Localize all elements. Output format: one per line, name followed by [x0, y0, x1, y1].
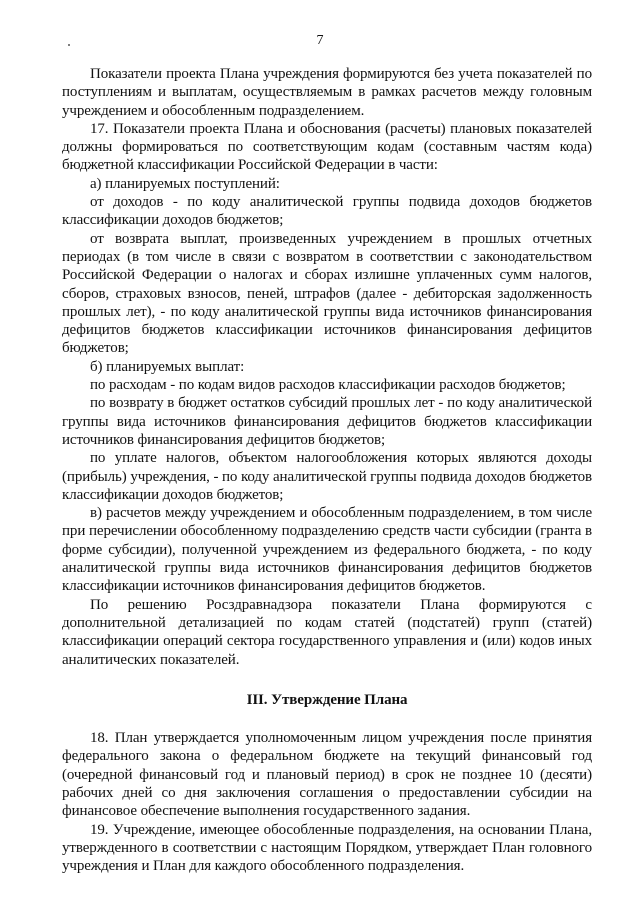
paragraph: 17. Показатели проекта Плана и обоснования (расчеты) плановых показателей должны формироваться по соответствующим кодам (составным частям кода) бюджетной классификации Российской Федерации в части: [62, 120, 592, 174]
paragraph: от возврата выплат, произведенных учреждением в прошлых отчетных периодах (в том числе в связи с возвратом в соответствии с законодательством Российской Федерации о налогах и сборах излишне уплаченных сумм налогов, сборов, страховых взносов, пеней, штрафов (далее - дебиторская задолженность прошлых лет), - по коду аналитической группы вида источников финансирования дефицитов бюджетов классификации источников финансирования дефицитов бюджетов; [62, 230, 592, 357]
paragraph: По решению Росздравнадзора показатели Плана формируются с дополнительной детализацией по кодам статей (подстатей) групп (статей) классификации операций сектора государственного управления и (или) кодов иных аналитических показателей. [62, 596, 592, 668]
paragraph: б) планируемых выплат: [90, 358, 245, 375]
paragraph: в) расчетов между учреждением и обособленным подразделением, в том числе при перечислении обособленному подразделению средств части субсидии (гранта в форме субсидии), полученной учреждением из федерального бюджета, - по коду аналитической группы вида источников финансирования дефицитов бюджетов классификации источников финансирования дефицитов бюджетов. [62, 505, 592, 595]
page-number: 7 [316, 33, 324, 48]
paragraph: а) планируемых поступлений: [90, 175, 280, 192]
paragraph: по расходам - по кодам видов расходов классификации расходов бюджетов; [90, 377, 566, 394]
paragraph: 18. План утверждается уполномоченным лицом учреждения после принятия федерального закона о федеральном бюджете на текущий финансовый год (очередной финансовый год и плановый период) в срок не позднее 10 (десяти) рабочих дней со дня заключения соглашения о предоставлении субсидии на финансовое обеспечение выполнения государственного задания. [62, 730, 592, 820]
paragraph: 19. Учреждение, имеющее обособленные подразделения, на основании Плана, утвержденного в соответствии с настоящим Порядком, утверждает План головного учреждения и План для каждого обособленного подразделения. [62, 821, 592, 875]
section-heading: III. Утверждение Плана [246, 691, 408, 708]
paragraph: от доходов - по коду аналитической группы подвида доходов бюджетов классификации доходов бюджетов; [62, 194, 592, 229]
paragraph: по возврату в бюджет остатков субсидий прошлых лет - по коду аналитической группы вида источников финансирования дефицитов бюджетов классификации источников финансирования дефицитов бюджетов; [62, 395, 592, 448]
paragraph: по уплате налогов, объектом налогообложения которых являются доходы (прибыль) учреждения, - по коду аналитической группы подвида доходов бюджетов классификации доходов бюджетов; [62, 450, 592, 503]
document-body [62, 65, 592, 875]
paragraph: Показатели проекта Плана учреждения формируются без учета показателей по поступлениям и выплатам, осуществляемым в рамках расчетов между головным учреждением и обособленным подразделением. [62, 66, 592, 119]
